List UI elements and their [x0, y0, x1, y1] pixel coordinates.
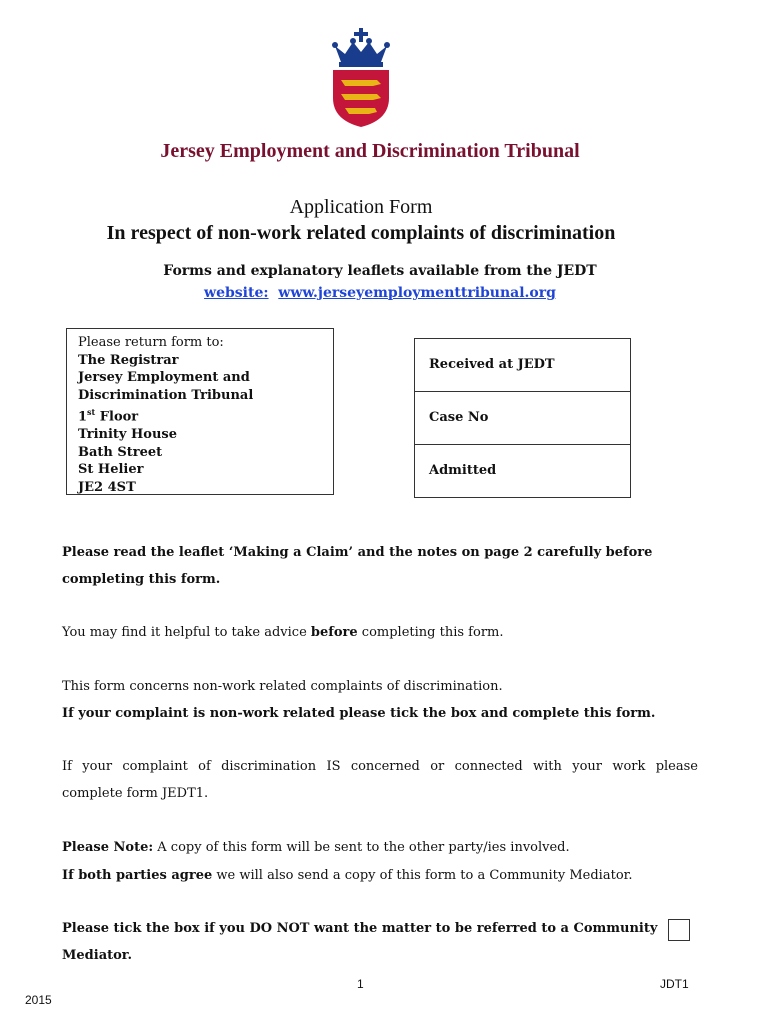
jersey-crest-logo — [325, 28, 397, 128]
return-intro: Please return form to: — [78, 335, 224, 350]
case-no-field: Case No — [415, 392, 630, 445]
form-subtitle: In respect of non-work related complaints of discrimination — [106, 222, 616, 244]
address-floor-line — [78, 404, 333, 426]
no-mediator-checkbox[interactable] — [668, 919, 690, 941]
floor-ordinal: st — [87, 407, 96, 418]
office-use-box — [414, 338, 631, 498]
address-line: Trinity House — [78, 427, 177, 443]
leaflet-availability-text: Forms and explanatory leaflets available from the JEDT — [163, 263, 597, 279]
work-related-line-1: If your complaint of discrimination IS concerned or connected with your work please — [62, 759, 698, 774]
address-line: Discrimination Tribunal — [78, 387, 254, 403]
address-line: Jersey Employment and — [78, 370, 250, 386]
website-label-link[interactable]: website: — [204, 285, 269, 301]
please-note-line — [62, 840, 698, 855]
address-line: JE2 4ST — [78, 480, 136, 496]
page-number: 1 — [357, 977, 364, 991]
note-bold: Please Note: — [62, 840, 154, 855]
agree-text: we will also send a copy of this form to a Community Mediator. — [212, 868, 633, 883]
advice-bold: before — [310, 625, 358, 640]
note-text: A copy of this form will be sent to the other party/ies involved. — [153, 840, 570, 855]
admitted-field: Admitted — [429, 463, 497, 478]
form-code: JDT1 — [660, 977, 689, 991]
mediator-line-1: Please tick the box if you DO NOT want the matter to be referred to a Community — [62, 921, 658, 936]
floor-number: 1 — [78, 409, 88, 425]
floor-word: Floor — [95, 409, 139, 425]
mediator-line-2: Mediator. — [62, 948, 132, 963]
footer-year: 2015 — [25, 993, 52, 1007]
tick-instruction-line: If your complaint is non-work related please tick the box and complete this form. — [62, 706, 656, 721]
form-title: Application Form — [289, 196, 433, 218]
website-url-link[interactable]: www.jerseyemploymenttribunal.org — [278, 285, 556, 301]
concerns-line: This form concerns non-work related complaints of discrimination. — [62, 679, 503, 694]
address-line: The Registrar — [78, 352, 179, 368]
return-address-box — [66, 328, 334, 495]
tribunal-title: Jersey Employment and Discrimination Tribunal — [160, 140, 580, 162]
agree-bold: If both parties agree — [62, 868, 213, 883]
website-line — [0, 285, 760, 301]
received-at-jedt-field: Received at JEDT — [415, 339, 630, 392]
advice-line — [62, 625, 698, 640]
address-line: St Helier — [78, 462, 144, 478]
read-leaflet-line-1: Please read the leaflet ‘Making a Claim’ and the notes on page 2 carefully before — [62, 545, 653, 560]
read-leaflet-line-2: completing this form. — [62, 572, 221, 587]
advice-post: completing this form. — [357, 625, 504, 640]
address-line: Bath Street — [78, 444, 163, 460]
agree-line — [62, 868, 698, 883]
advice-pre: You may find it helpful to take advice — [62, 625, 311, 640]
work-related-line-2: complete form JEDT1. — [62, 786, 209, 801]
